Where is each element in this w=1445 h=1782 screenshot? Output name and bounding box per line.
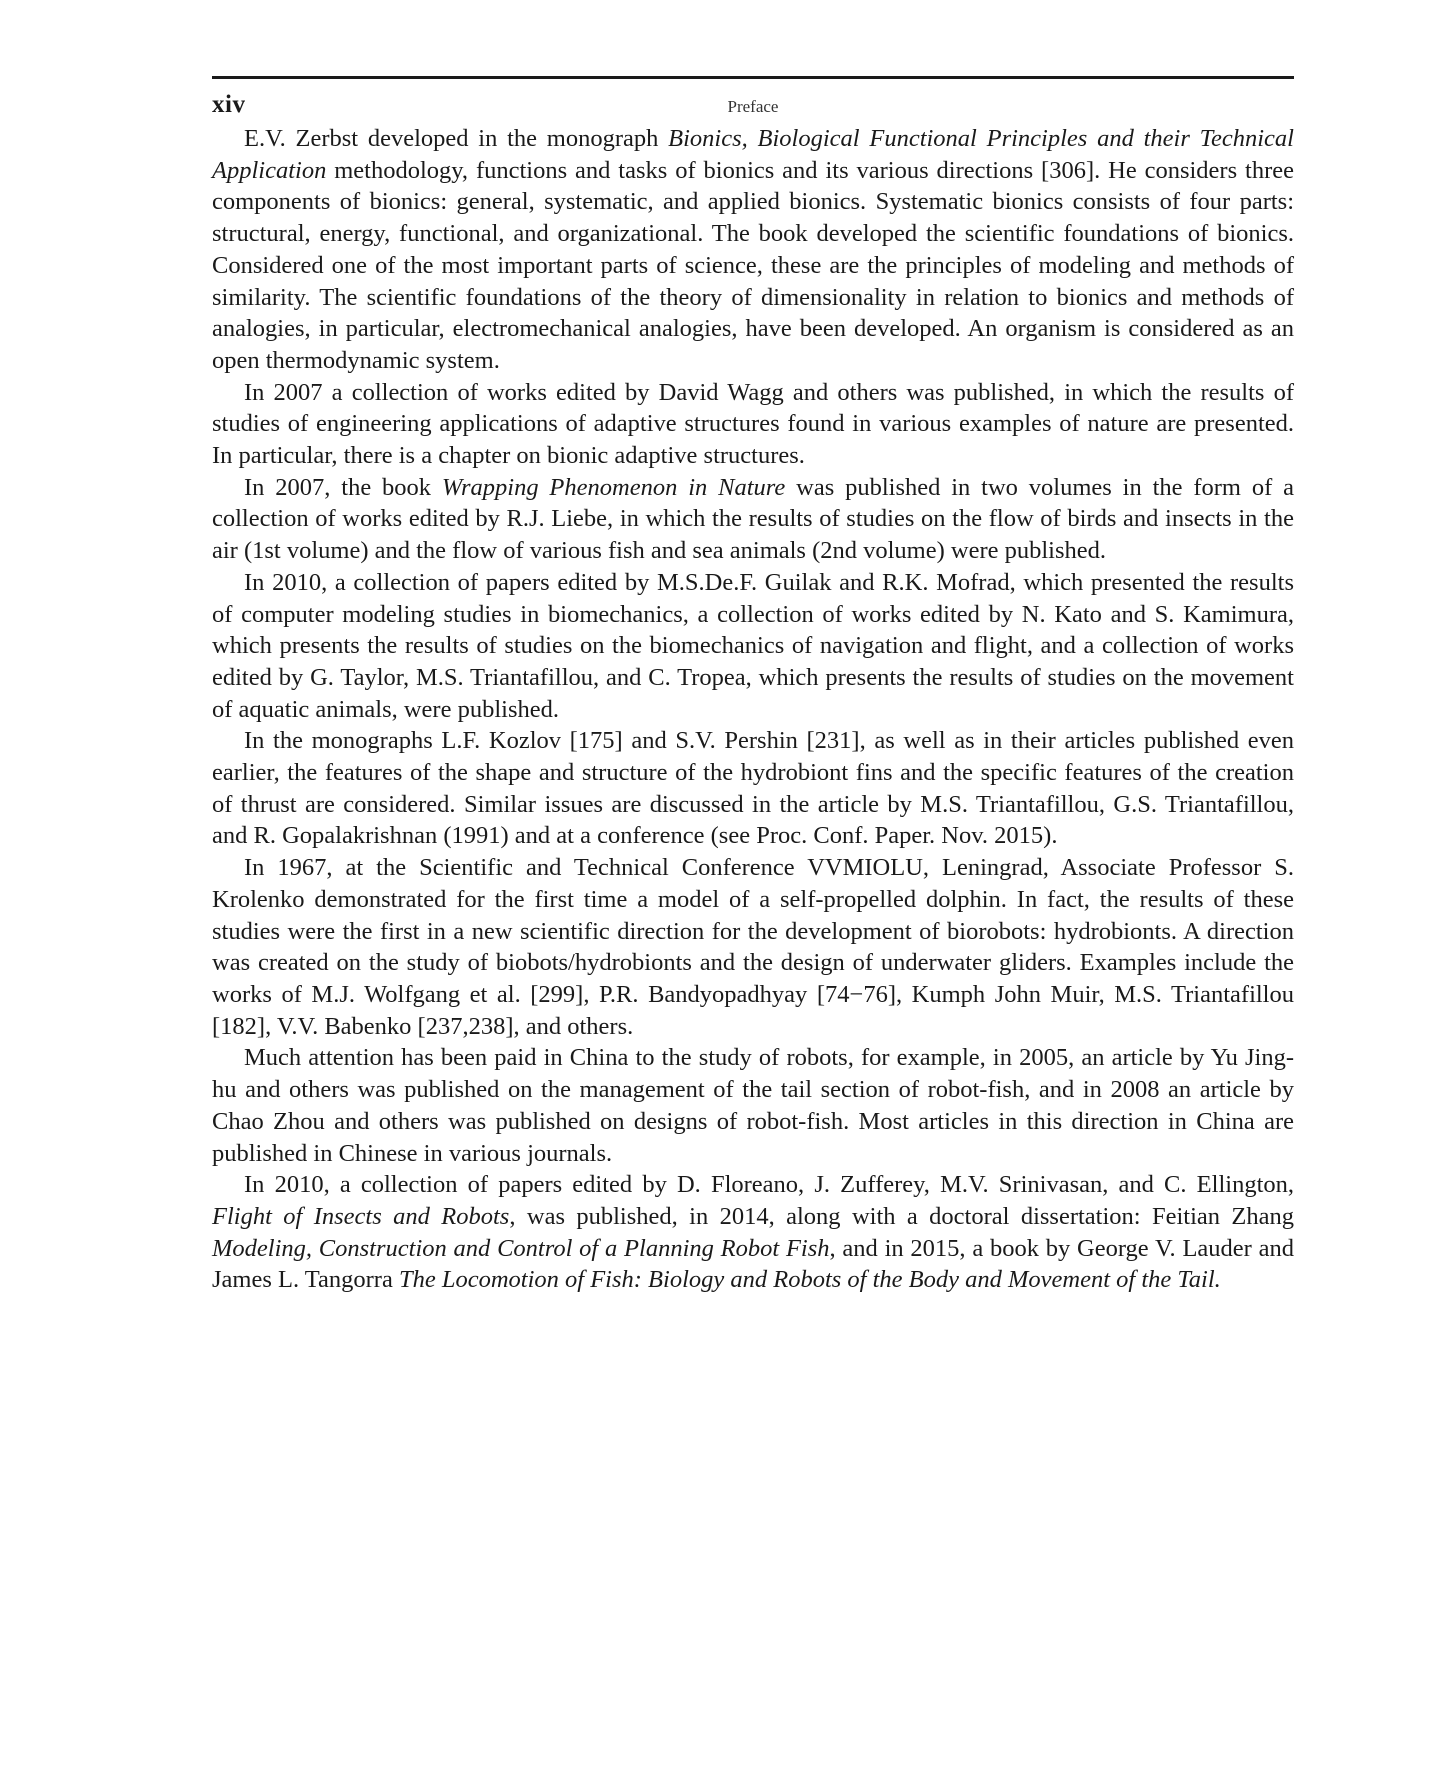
paragraph-segment: In 2010, a collection of papers edited by M.S.De.F. Guilak and R.K. Mofrad, which presented the results of computer modeling studies in biomechanics, a collection of works edited by N. Kato and S. Kamimura, which presents the results of studies on the biomechanics of navigation and flight, and a collection of works edited by G. Taylor, M.S. Triantafillou, and C. Tropea, which presents the results of studies on the movement of aquatic animals, were published. bbox=[212, 568, 1294, 723]
paragraph-segment: , and in 2015, a book by George V. Lauder and James L. Tangorra bbox=[212, 1234, 1294, 1294]
paragraph-segment: In 2007 a collection of works edited by David Wagg and others was published, in which the results of studies of engineering applications of adaptive structures found in various examples of nature are presented. In particular, there is a chapter on bionic adaptive structures. bbox=[212, 378, 1294, 470]
book-title: Flight of Insects and Robots bbox=[212, 1202, 510, 1230]
running-title: Preface bbox=[727, 97, 779, 116]
paragraph bbox=[212, 377, 1294, 472]
book-title: Bionics, Biological Functional Principles and their Technical Application bbox=[212, 125, 1294, 184]
paragraph-segment: In 2007, the book bbox=[244, 473, 442, 501]
book-title: The Locomotion of Fish: Biology and Robots of the Body and Movement of the Tail. bbox=[398, 1266, 1221, 1294]
page bbox=[212, 76, 1294, 1296]
running-head bbox=[212, 79, 1294, 123]
body-text bbox=[212, 123, 1294, 1296]
paragraph bbox=[212, 1169, 1294, 1296]
paragraph-segment: E.V. Zerbst developed in the monograph bbox=[244, 125, 669, 152]
paragraph bbox=[212, 472, 1294, 567]
paragraph bbox=[212, 567, 1294, 726]
paragraph-segment: In 2010, a collection of papers edited by D. Floreano, J. Zufferey, M.V. Srinivasan, and C. Ellington, bbox=[244, 1171, 1294, 1199]
paragraph-segment: , was published, in 2014, along with a doctoral dissertation: Feitian Zhang bbox=[509, 1202, 1294, 1230]
paragraph-segment: In the monographs L.F. Kozlov [175] and S.V. Pershin [231], as well as in their articles published even earlier, the features of the shape and structure of the hydrobiont fins and the specific features of the creation of thrust are considered. Similar issues are discussed in the article by M.S. Triantafillou, G.S. Triantafillou, and R. Gopalakrishnan (1991) and at a conference (see Proc. Conf. Paper. Nov. 2015). bbox=[212, 727, 1294, 850]
paragraph-segment: methodology, functions and tasks of bionics and its various directions [306]. He considers three components of bionics: general, systematic, and applied bionics. Systematic bionics consists of four parts: structural, energy, functional, and organizational. The book developed the scientific foundations of bionics. Considered one of the most important parts of science, these are the principles of modeling and methods of similarity. The scientific foundations of the theory of dimensionality in relation to bionics and methods of analogies, in particular, electromechanical analogies, have been developed. An organism is considered as an open thermodynamic system. bbox=[212, 156, 1294, 374]
paragraph bbox=[212, 123, 1294, 377]
paragraph bbox=[212, 725, 1294, 852]
book-title: Modeling, Construction and Control of a Planning Robot Fish bbox=[212, 1234, 830, 1262]
paragraph bbox=[212, 1042, 1294, 1169]
paragraph-segment: was published in two volumes in the form of a collection of works edited by R.J. Liebe, in which the results of studies on the flow of birds and insects in the air (1st volume) and the flow of various fish and sea animals (2nd volume) were published. bbox=[212, 473, 1295, 565]
paragraph-segment: In 1967, at the Scientific and Technical Conference VVMIOLU, Leningrad, Associate Professor S. Krolenko demonstrated for the first time a model of a self-propelled dolphin. In fact, the results of these studies were the first in a new scientific direction for the development of biorobots: hydrobionts. A direction was created on the study of biobots/hydrobionts and the design of underwater gliders. Examples include the works of M.J. Wolfgang et al. [299], P.R. Bandyopadhyay [74−76], Kumph John Muir, M.S. Triantafillou [182], V.V. Babenko [237,238], and others. bbox=[212, 854, 1294, 1040]
page-number: xiv bbox=[212, 91, 246, 118]
paragraph bbox=[212, 852, 1294, 1042]
book-title: Wrapping Phenomenon in Nature bbox=[441, 473, 786, 501]
paragraph-segment: Much attention has been paid in China to the study of robots, for example, in 2005, an article by Yu Jing-hu and others was published on the management of the tail section of robot-fish, and in 2008 an article by Chao Zhou and others was published on designs of robot-fish. Most articles in this direction in China are published in Chinese in various journals. bbox=[212, 1044, 1294, 1167]
